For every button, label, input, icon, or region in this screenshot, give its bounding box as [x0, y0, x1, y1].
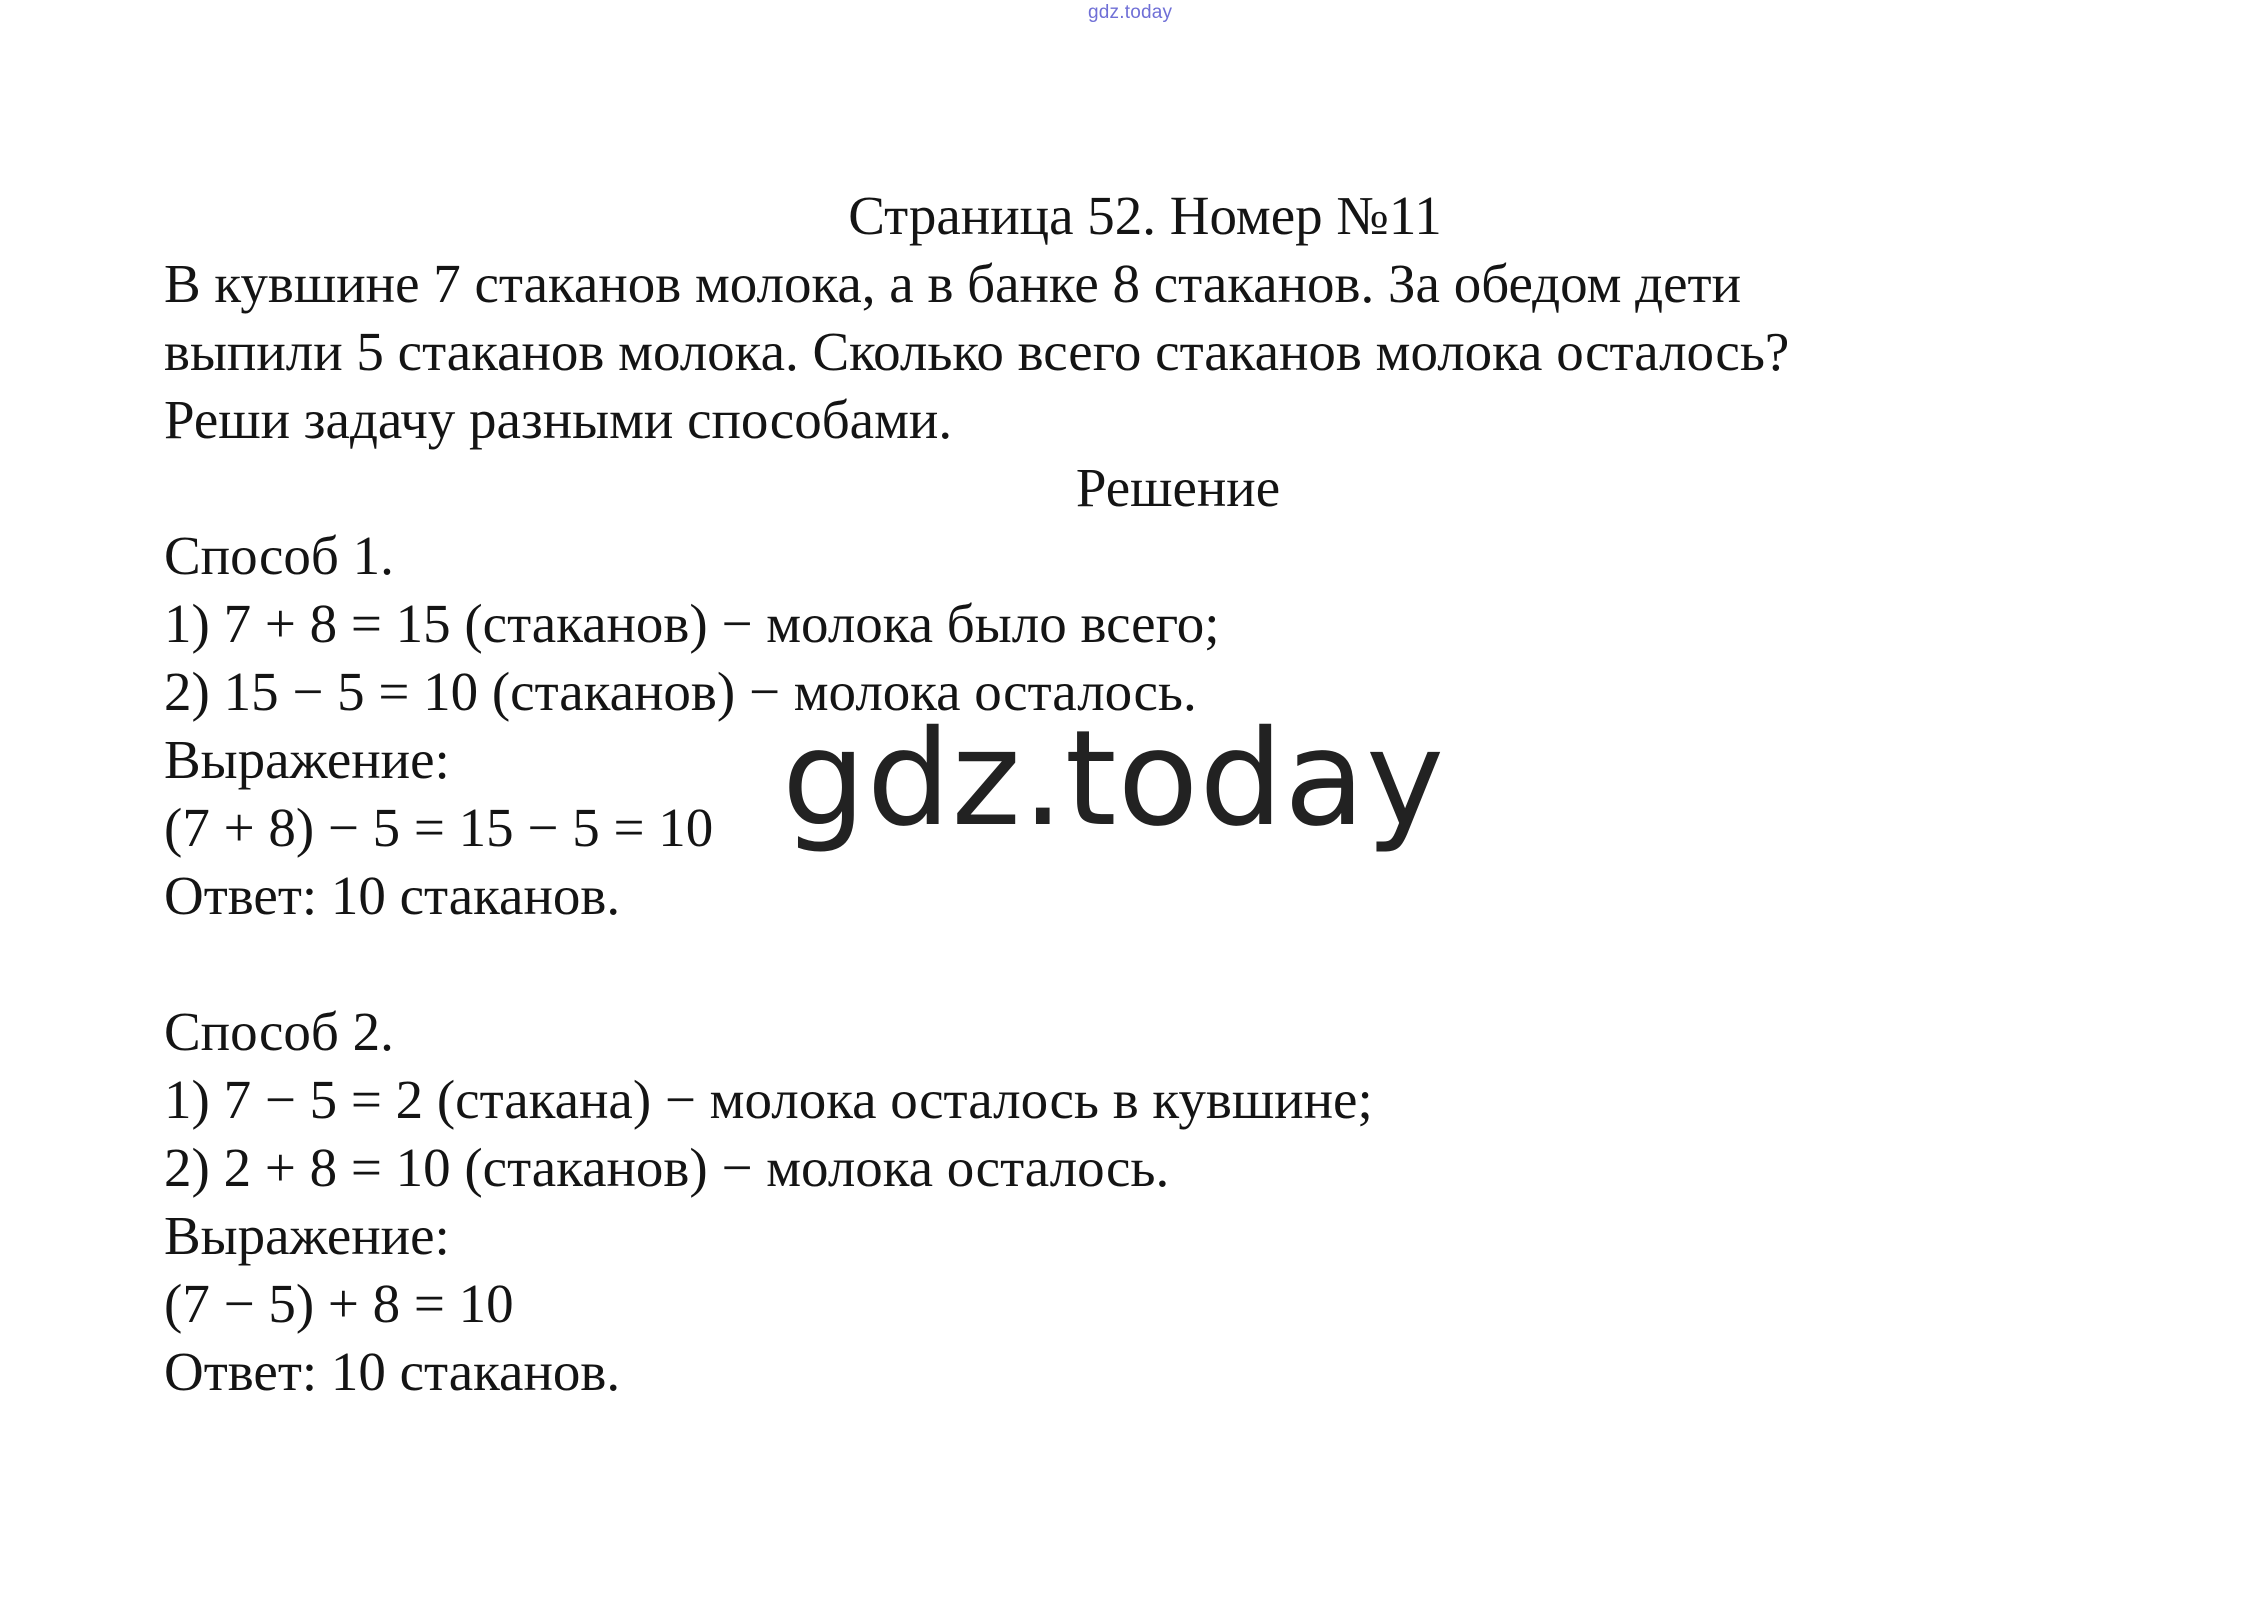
problem-line-3: Реши задачу разными способами.: [164, 389, 953, 450]
method1-step1: 1) 7 + 8 = 15 (стаканов) − молока было всего;: [164, 593, 1220, 654]
method1-heading: Способ 1.: [164, 525, 394, 586]
solution-heading-text: Решение: [1075, 457, 1281, 518]
spacer: [164, 930, 2164, 998]
problem-line-2: выпили 5 стаканов молока. Сколько всего стаканов молока осталось?: [164, 321, 1790, 382]
method1-expression-label: Выражение:: [164, 729, 450, 790]
watermark-small: gdz.today: [1088, 2, 1173, 23]
method2-answer: Ответ: 10 стаканов.: [164, 1341, 621, 1402]
method1-expression: (7 + 8) − 5 = 15 − 5 = 10: [164, 797, 714, 858]
page-title: Страница 52. Номер №11: [848, 185, 1442, 246]
method2-step1: 1) 7 − 5 = 2 (стакана) − молока осталось в кувшине;: [164, 1069, 1373, 1130]
solution-heading: [164, 454, 2164, 522]
problem-line-1: В кувшине 7 стаканов молока, а в банке 8 стаканов. За обедом дети: [164, 253, 1742, 314]
method1-step2: 2) 15 − 5 = 10 (стаканов) − молока осталось.: [164, 661, 1197, 722]
method2-step2: 2) 2 + 8 = 10 (стаканов) − молока осталось.: [164, 1137, 1170, 1198]
watermark-large: gdz.today: [782, 702, 1446, 856]
method1-answer: Ответ: 10 стаканов.: [164, 865, 621, 926]
method2-expression-label: Выражение:: [164, 1205, 450, 1266]
method2-expression: (7 − 5) + 8 = 10: [164, 1273, 514, 1334]
method2-heading: Способ 2.: [164, 1001, 394, 1062]
